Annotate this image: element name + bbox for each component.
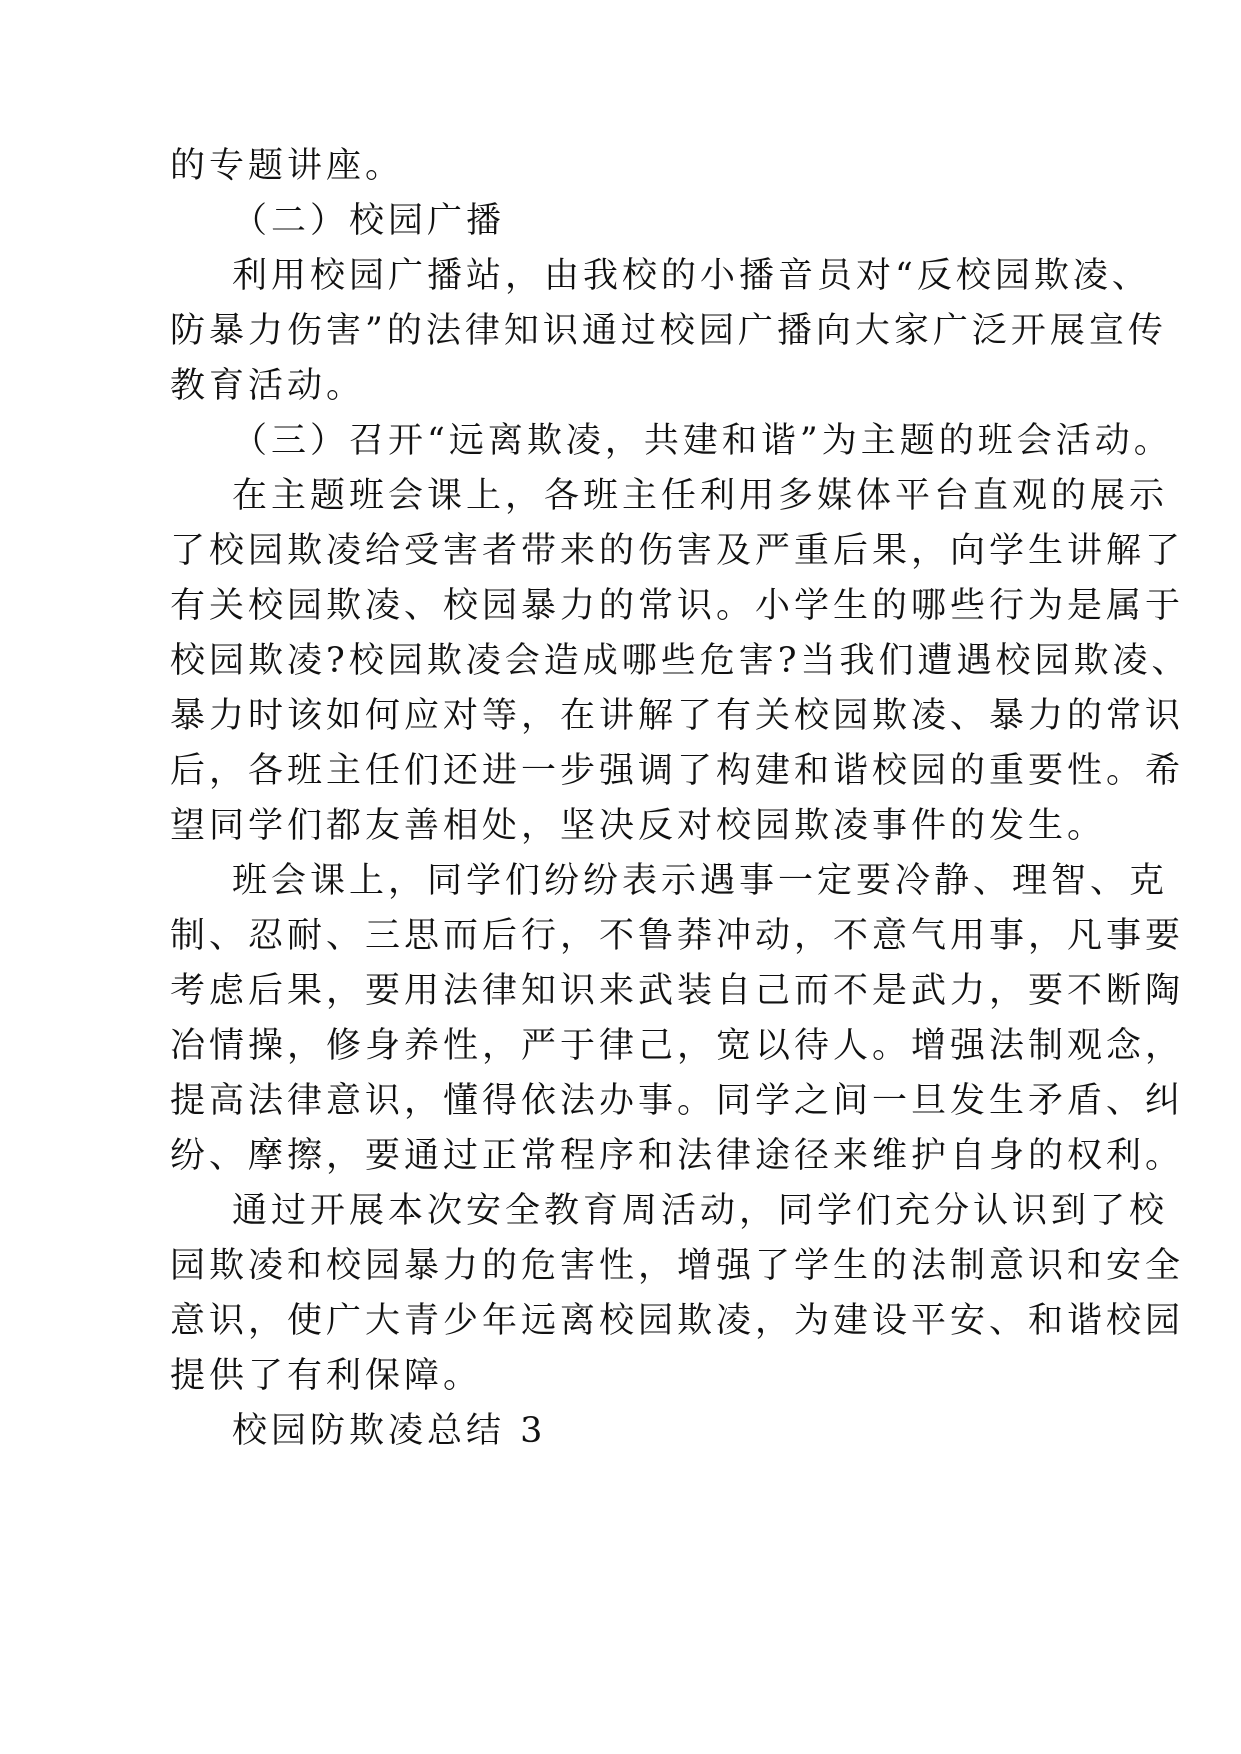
paragraph-line: 教育活动。 <box>170 366 366 406</box>
paragraph-line: 意识，使广大青少年远离校园欺凌，为建设平安、和谐校园 <box>170 1301 1185 1341</box>
paragraph-line: 望同学们都友善相处，坚决反对校园欺凌事件的发生。 <box>170 806 1107 846</box>
paragraph-line: 提供了有利保障。 <box>170 1356 483 1396</box>
paragraph-line: 暴力时该如何应对等，在讲解了有关校园欺凌、暴力的常识 <box>170 696 1185 736</box>
paragraph-line: 冶情操，修身养性，严于律己，宽以待人。增强法制观念， <box>170 1026 1185 1066</box>
paragraph-line: 制、忍耐、三思而后行，不鲁莽冲动，不意气用事，凡事要 <box>170 916 1185 956</box>
paragraph-line: 班会课上，同学们纷纷表示遇事一定要冷静、理智、克 <box>232 861 1169 901</box>
paragraph-line: 有关校园欺凌、校园暴力的常识。小学生的哪些行为是属于 <box>170 586 1185 626</box>
section-title: 校园防欺凌总结 3 <box>232 1411 547 1451</box>
paragraph-line: 园欺凌和校园暴力的危害性，增强了学生的法制意识和安全 <box>170 1246 1185 1286</box>
paragraph-line: 防暴力伤害”的法律知识通过校园广播向大家广泛开展宣传 <box>170 311 1167 351</box>
section-heading: （三）召开“远离欺凌，共建和谐”为主题的班会活动。 <box>232 421 1173 461</box>
paragraph-line: 纷、摩擦，要通过正常程序和法律途径来维护自身的权利。 <box>170 1136 1185 1176</box>
paragraph-line: 提高法律意识，懂得依法办事。同学之间一旦发生矛盾、纠 <box>170 1081 1185 1121</box>
paragraph-line: 考虑后果，要用法律知识来武装自己而不是武力，要不断陶 <box>170 971 1185 1011</box>
section-heading: （二）校园广播 <box>232 201 506 241</box>
paragraph-line: 在主题班会课上，各班主任利用多媒体平台直观的展示 <box>232 476 1169 516</box>
paragraph-line: 通过开展本次安全教育周活动，同学们充分认识到了校 <box>232 1191 1169 1231</box>
paragraph-line: 利用校园广播站，由我校的小播音员对“反校园欺凌、 <box>232 256 1151 296</box>
paragraph-line: 的专题讲座。 <box>170 146 405 186</box>
paragraph-line: 后，各班主任们还进一步强调了构建和谐校园的重要性。希 <box>170 751 1185 791</box>
paragraph-line: 了校园欺凌给受害者带来的伤害及严重后果，向学生讲解了 <box>170 531 1185 571</box>
paragraph-line: 校园欺凌?校园欺凌会造成哪些危害?当我们遭遇校园欺凌、 <box>170 641 1191 681</box>
